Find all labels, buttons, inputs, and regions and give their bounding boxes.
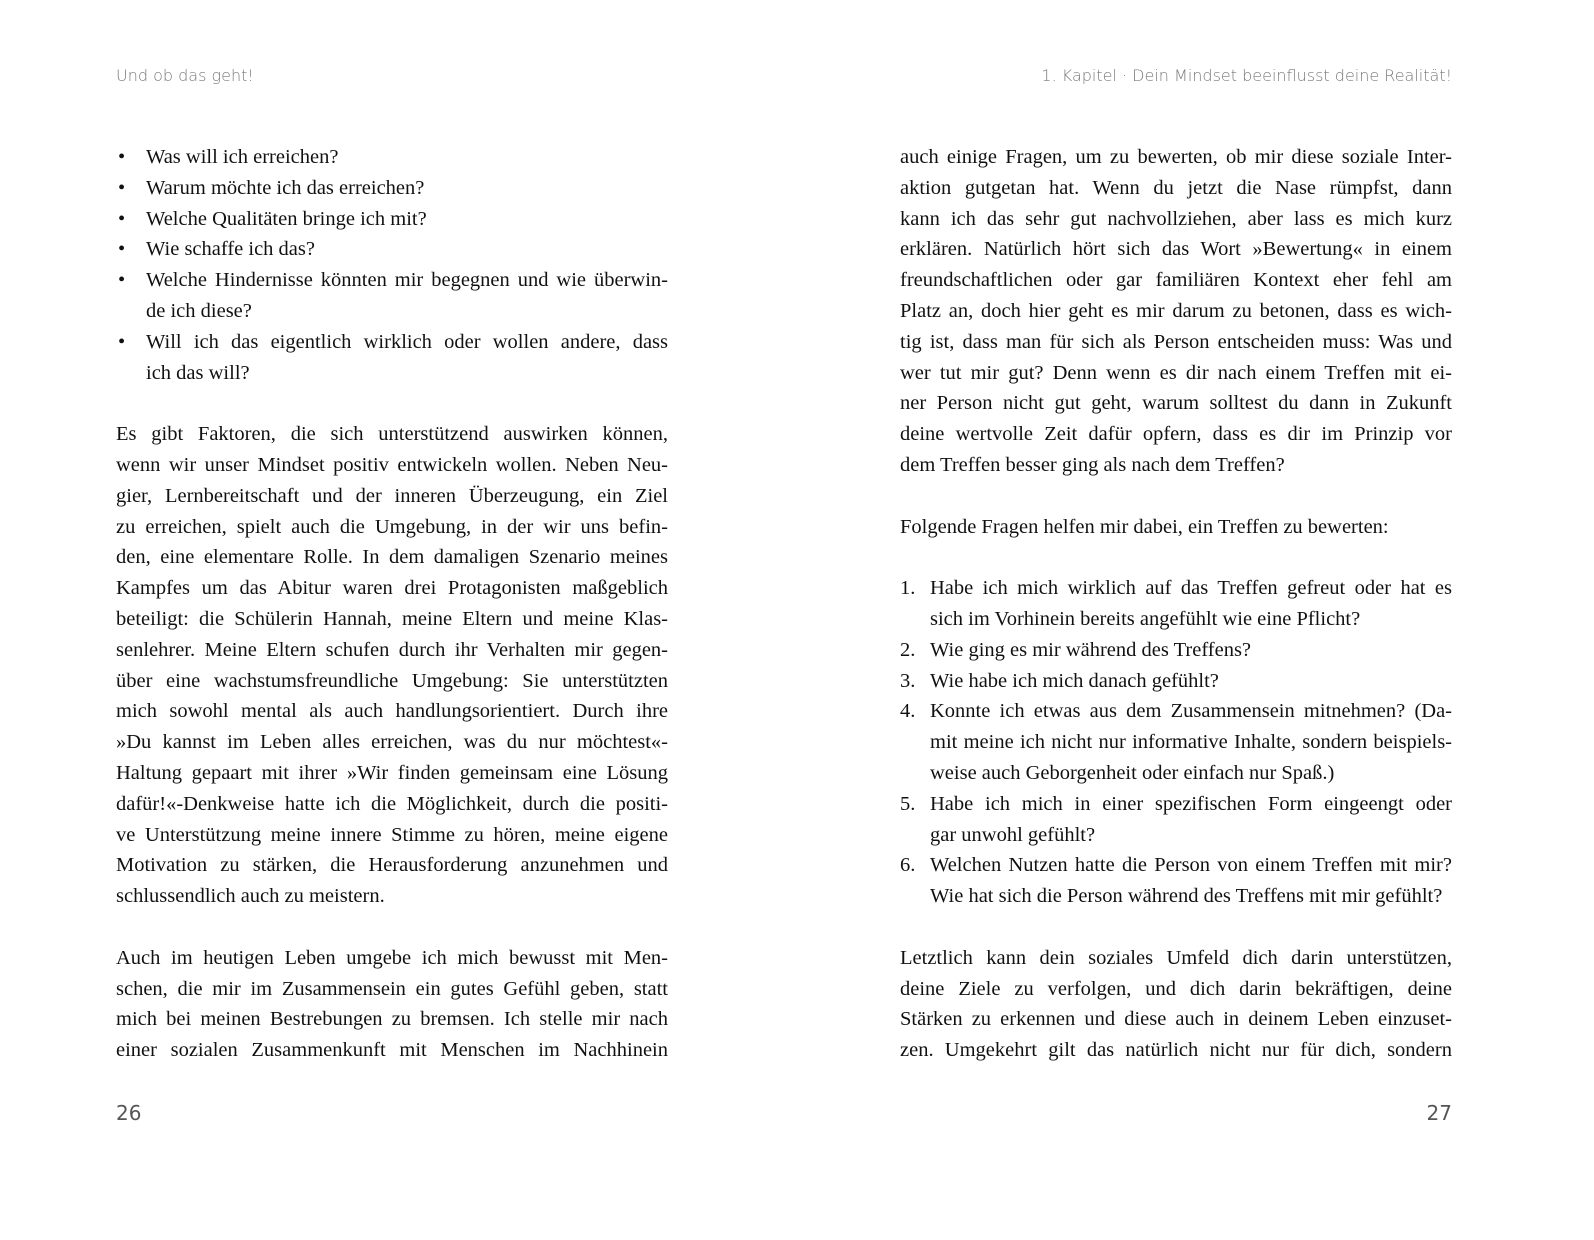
running-header-right: 1. Kapitel · Dein Mindset beeinflusst deine Realität! bbox=[1041, 66, 1452, 85]
list-item bbox=[116, 142, 668, 173]
text-line: Konnte ich etwas aus dem Zusammensein mitnehmen? (Da- bbox=[930, 700, 1452, 723]
bullet-icon: • bbox=[118, 269, 126, 292]
text-line: Warum möchte ich das erreichen? bbox=[146, 176, 425, 199]
text-line: Was will ich erreichen? bbox=[146, 146, 339, 168]
text-line: aktion gutgetan hat. Wenn du jetzt die Nase rümpfst, dann bbox=[900, 176, 1452, 199]
text-line: tig ist, dass man für sich als Person entscheiden muss: Was und bbox=[900, 330, 1452, 353]
text-line: Wie ging es mir während des Treffens? bbox=[930, 638, 1252, 661]
text-line: Welche Hindernisse könnten mir begegnen und wie überwin- bbox=[146, 269, 668, 292]
text-line: freundschaftlichen oder gar familiären Kontext eher fehl am bbox=[900, 269, 1452, 292]
text-line: Will ich das eigentlich wirklich oder wollen andere, dass bbox=[146, 330, 668, 353]
text-line: »Du kannst im Leben alles erreichen, was du nur möchtest«- bbox=[116, 731, 668, 754]
list-item bbox=[900, 850, 1452, 912]
list-number: 1. bbox=[900, 577, 916, 600]
text-line: deine wertvolle Zeit dafür opfern, dass es dir im Prinzip vor bbox=[900, 423, 1452, 446]
text-line: schlussendlich auch zu meistern. bbox=[116, 885, 385, 908]
list-item bbox=[116, 265, 668, 327]
text-line: mit meine ich nicht nur informative Inhalte, sondern beispiels- bbox=[930, 731, 1452, 754]
text-line: Motivation zu stärken, die Herausforderung anzunehmen und bbox=[116, 854, 668, 877]
text-line: auch einige Fragen, um zu bewerten, ob mir diese soziale Inter- bbox=[900, 146, 1452, 168]
text-line: beteiligt: die Schülerin Hannah, meine Eltern und meine Klas- bbox=[116, 607, 668, 630]
paragraph bbox=[900, 142, 1452, 481]
text-line: ich das will? bbox=[146, 361, 250, 384]
bullet-icon: • bbox=[118, 176, 126, 199]
list-number: 2. bbox=[900, 638, 916, 661]
list-item bbox=[900, 696, 1452, 788]
running-header-left: Und ob das geht! bbox=[116, 66, 254, 85]
text-line: weise auch Geborgenheit oder einfach nur Spaß.) bbox=[930, 761, 1335, 784]
text-line: Wie habe ich mich danach gefühlt? bbox=[930, 669, 1219, 692]
text-line: ner Person nicht gut geht, warum solltest du dann in Zukunft bbox=[900, 392, 1452, 415]
text-line: Kampfes um das Abitur waren drei Protagonisten maßgeblich bbox=[116, 577, 668, 600]
bullet-icon: • bbox=[118, 146, 126, 168]
text-line: Welche Qualitäten bringe ich mit? bbox=[146, 207, 427, 230]
list-number: 6. bbox=[900, 854, 916, 877]
text-line: ve Unterstützung meine innere Stimme zu hören, meine eigene bbox=[116, 823, 668, 846]
text-line: Wie schaffe ich das? bbox=[146, 238, 315, 261]
text-line: sich im Vorhinein bereits angefühlt wie eine Pflicht? bbox=[930, 607, 1361, 630]
text-line: gar unwohl gefühlt? bbox=[930, 823, 1096, 846]
text-line: mich bei meinen Bestrebungen zu bremsen. Ich stelle mir nach bbox=[116, 1008, 668, 1031]
text-line: Es gibt Faktoren, die sich unterstützend auswirken können, bbox=[116, 423, 668, 446]
text-line: zen. Umgekehrt gilt das natürlich nicht nur für dich, sondern bbox=[900, 1039, 1452, 1062]
paragraph bbox=[900, 512, 1452, 543]
text-line: Habe ich mich in einer spezifischen Form eingeengt oder bbox=[930, 792, 1452, 815]
page-number-right: 27 bbox=[1426, 1101, 1452, 1125]
list-item bbox=[900, 789, 1452, 851]
list-number: 5. bbox=[900, 792, 916, 815]
list-item bbox=[900, 635, 1452, 666]
bullet-list bbox=[116, 142, 668, 388]
bullet-icon: • bbox=[118, 238, 126, 261]
text-line: Platz an, doch hier geht es mir darum zu betonen, dass es wich- bbox=[900, 299, 1452, 322]
text-line: Letztlich kann dein soziales Umfeld dich darin unterstützen, bbox=[900, 946, 1452, 969]
text-line: schen, die mir im Zusammensein ein gutes Gefühl geben, statt bbox=[116, 977, 668, 1000]
list-number: 3. bbox=[900, 669, 916, 692]
text-line: Haltung gepaart mit ihrer »Wir finden gemeinsam eine Lösung bbox=[116, 761, 668, 784]
text-line: dafür!«-Denkweise hatte ich die Möglichkeit, durch die positi- bbox=[116, 792, 668, 815]
text-line: dem Treffen besser ging als nach dem Treffen? bbox=[900, 453, 1285, 476]
paragraph bbox=[900, 943, 1452, 1066]
bullet-icon: • bbox=[118, 330, 126, 353]
paragraph bbox=[116, 419, 668, 912]
text-line: einer sozialen Zusammenkunft mit Menschen im Nachhinein bbox=[116, 1039, 668, 1062]
page-number-left: 26 bbox=[116, 1101, 142, 1125]
text-line: wenn wir unser Mindset positiv entwickeln wollen. Neben Neu- bbox=[116, 453, 668, 476]
list-item bbox=[116, 327, 668, 389]
left-page-body bbox=[116, 142, 668, 1097]
numbered-list bbox=[900, 573, 1452, 912]
text-line: Stärken zu erkennen und diese auch in deinem Leben einzuset- bbox=[900, 1008, 1452, 1031]
right-page-body bbox=[900, 142, 1452, 1097]
list-item bbox=[900, 666, 1452, 697]
text-line: zu erreichen, spielt auch die Umgebung, in der wir uns befin- bbox=[116, 515, 668, 538]
text-line: Habe ich mich wirklich auf das Treffen gefreut oder hat es bbox=[930, 577, 1452, 600]
list-item bbox=[900, 573, 1452, 635]
text-line: den, eine elementare Rolle. In dem damaligen Szenario meines bbox=[116, 546, 668, 569]
text-line: deine Ziele zu verfolgen, und dich darin bekräftigen, deine bbox=[900, 977, 1452, 1000]
bullet-icon: • bbox=[118, 207, 126, 230]
text-line: wer tut mir gut? Denn wenn es dir nach einem Treffen mit ei- bbox=[900, 361, 1452, 384]
text-line: erklären. Natürlich hört sich das Wort »Bewertung« in einem bbox=[900, 238, 1452, 261]
text-line: Folgende Fragen helfen mir dabei, ein Treffen zu bewerten: bbox=[900, 515, 1389, 538]
list-item bbox=[116, 234, 668, 265]
text-line: Welchen Nutzen hatte die Person von einem Treffen mit mir? bbox=[930, 854, 1452, 877]
text-line: kann ich das sehr gut nachvollziehen, aber lass es mich kurz bbox=[900, 207, 1452, 230]
text-line: Wie hat sich die Person während des Treffens mit mir gefühlt? bbox=[930, 885, 1443, 908]
list-item bbox=[116, 204, 668, 235]
list-number: 4. bbox=[900, 700, 916, 723]
text-line: mich sowohl mental als auch handlungsorientiert. Durch ihre bbox=[116, 700, 668, 723]
text-line: über eine wachstumsfreundliche Umgebung: Sie unterstützten bbox=[116, 669, 668, 692]
text-line: Auch im heutigen Leben umgebe ich mich bewusst mit Men- bbox=[116, 946, 668, 969]
text-line: senlehrer. Meine Eltern schufen durch ihr Verhalten mir gegen- bbox=[116, 638, 668, 661]
text-line: de ich diese? bbox=[146, 299, 252, 322]
text-line: gier, Lernbereitschaft und der inneren Überzeugung, ein Ziel bbox=[116, 484, 668, 507]
paragraph bbox=[116, 943, 668, 1066]
list-item bbox=[116, 173, 668, 204]
